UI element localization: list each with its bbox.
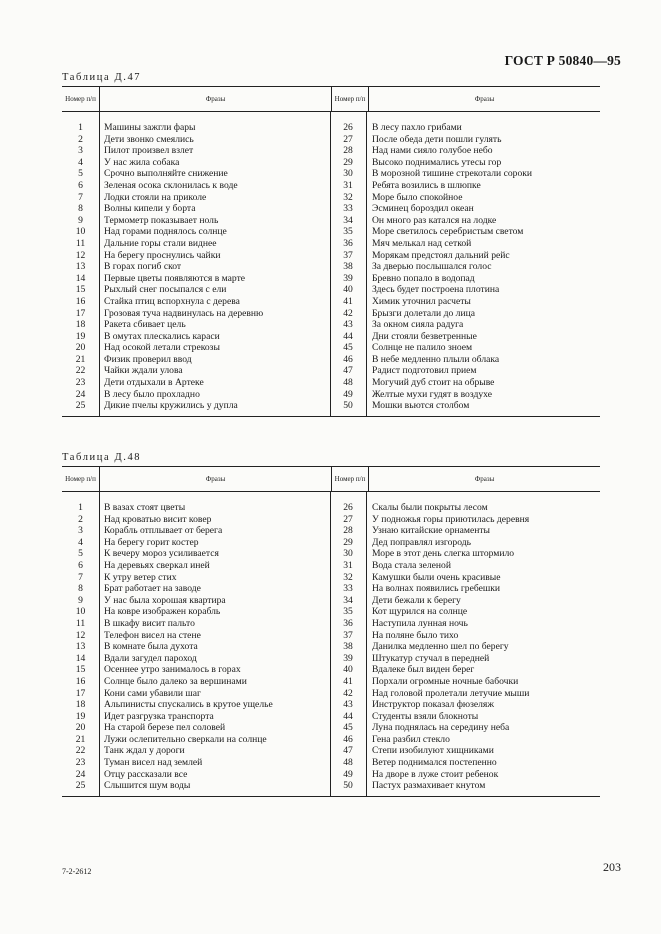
table-row <box>62 653 600 665</box>
table-row <box>62 688 600 700</box>
row-phrase: Солнце было далеко за вершинами <box>104 675 247 687</box>
row-phrase: В лесу было прохладно <box>104 388 200 400</box>
table1-caption: Таблица Д.47 <box>62 72 142 83</box>
row-phrase: Данилка медленно шел по берегу <box>372 641 509 653</box>
row-number: 50 <box>343 780 353 792</box>
table-row <box>62 548 600 560</box>
row-phrase: На берегу горит костер <box>104 536 199 548</box>
row-phrase: В комнате была духота <box>104 641 198 653</box>
row-number: 37 <box>343 629 353 641</box>
row-phrase: Море светилось серебристым светом <box>372 226 524 238</box>
col-num-header: Номер п/п <box>62 467 100 491</box>
row-number: 42 <box>343 307 353 319</box>
row-phrase: Над горами поднялось солнце <box>104 226 227 238</box>
row-number: 30 <box>343 168 353 180</box>
row-number: 49 <box>343 388 353 400</box>
table-row <box>62 273 600 285</box>
table-row <box>62 502 600 514</box>
row-phrase: На деревьях сверкал иней <box>104 559 210 571</box>
row-phrase: Лужи ослепительно сверкали на солнце <box>104 733 267 745</box>
row-phrase: Рыхлый снег посыпался с ели <box>104 284 227 296</box>
row-number: 13 <box>75 261 86 273</box>
row-phrase: Осеннее утро занималось в горах <box>104 664 241 676</box>
row-number: 1 <box>78 122 83 133</box>
row-phrase: Химик уточнил расчеты <box>372 295 471 307</box>
table-row <box>62 238 600 250</box>
row-phrase: Луна поднялась на середину неба <box>372 722 510 734</box>
table-row <box>62 192 600 204</box>
row-number: 49 <box>343 768 353 780</box>
row-number: 16 <box>75 295 86 307</box>
row-phrase: Эсминец бороздил океан <box>372 203 474 215</box>
row-phrase: Дети звонко смеялись <box>104 133 194 145</box>
row-phrase: На старой березе пел соловей <box>104 722 226 734</box>
row-number: 48 <box>343 377 353 389</box>
row-number: 24 <box>75 768 86 780</box>
table-row <box>62 606 600 618</box>
row-number: 27 <box>343 133 353 145</box>
row-phrase: На ковре изображен корабль <box>104 606 221 618</box>
row-phrase: Слышится шум воды <box>104 780 191 792</box>
col-phrase2-header: Фразы <box>474 95 495 103</box>
table-row <box>62 769 600 781</box>
row-phrase: У подножья горы приютилась деревня <box>372 513 530 525</box>
table-row <box>62 354 600 366</box>
row-phrase: Идет разгрузка транспорта <box>104 710 214 722</box>
row-phrase: В лесу пахло грибами <box>372 122 462 133</box>
row-phrase: Гена разбил стекло <box>372 733 450 745</box>
row-phrase: Море было спокойное <box>372 191 463 203</box>
table-row <box>62 745 600 757</box>
table-row <box>62 734 600 746</box>
row-phrase: Вода стала зеленой <box>372 559 451 571</box>
row-phrase: К утру ветер стих <box>104 571 177 583</box>
row-phrase: Море в этот день слегка штормило <box>372 548 515 560</box>
row-number: 43 <box>343 699 353 711</box>
row-phrase: Волны кипели у борта <box>104 203 196 215</box>
row-number: 3 <box>78 145 83 157</box>
row-phrase: В омутах плескались караси <box>104 330 220 342</box>
row-phrase: Термометр показывает ноль <box>104 214 219 226</box>
row-phrase: На берегу проснулись чайки <box>104 249 221 261</box>
table2 <box>62 466 600 797</box>
row-number: 36 <box>343 617 353 629</box>
row-number: 22 <box>75 365 86 377</box>
row-phrase: Дикие пчелы кружились у дупла <box>104 400 238 412</box>
row-number: 17 <box>75 307 86 319</box>
table-row <box>62 537 600 549</box>
row-phrase: Степи изобилуют хищниками <box>372 745 494 757</box>
row-phrase: На волнах появились гребешки <box>372 583 501 595</box>
row-phrase: Желтые мухи гудят в воздухе <box>372 388 492 400</box>
row-phrase: Пилот произвел взлет <box>104 145 194 157</box>
col-num2-header: Номер п/п <box>332 87 369 111</box>
row-number: 20 <box>75 722 86 734</box>
row-phrase: Корабль отплывает от берега <box>104 525 223 537</box>
row-number: 25 <box>75 780 86 792</box>
row-number: 6 <box>78 179 83 191</box>
row-number: 36 <box>343 237 353 249</box>
row-number: 41 <box>343 295 353 307</box>
row-phrase: Радист подготовил прием <box>372 365 477 377</box>
row-number: 24 <box>75 388 86 400</box>
table1-body <box>62 112 600 416</box>
row-number: 5 <box>78 548 83 560</box>
row-number: 19 <box>75 710 86 722</box>
row-phrase: Зеленая осока склонилась к воде <box>104 179 238 191</box>
row-phrase: Ракета сбивает цель <box>104 319 186 331</box>
table-row <box>62 284 600 296</box>
table-row <box>62 630 600 642</box>
table-row <box>62 676 600 688</box>
row-number: 5 <box>78 168 83 180</box>
row-number: 46 <box>343 353 353 365</box>
row-phrase: Солнце не палило зноем <box>372 342 473 354</box>
row-number: 32 <box>343 571 353 583</box>
row-phrase: Узнаю китайские орнаменты <box>372 525 490 537</box>
col-num2-header: Номер п/п <box>332 467 369 491</box>
row-number: 39 <box>343 272 353 284</box>
table-row <box>62 572 600 584</box>
table1 <box>62 86 600 417</box>
row-number: 11 <box>75 237 86 249</box>
table-row <box>62 180 600 192</box>
row-number: 39 <box>343 652 353 664</box>
row-number: 33 <box>343 583 353 595</box>
row-number: 44 <box>343 330 353 342</box>
row-phrase: Над нами сияло голубое небо <box>372 145 493 157</box>
table-row <box>62 250 600 262</box>
row-phrase: Туман висел над землей <box>104 757 203 769</box>
row-number: 47 <box>343 745 353 757</box>
row-phrase: Ветер поднимался постепенно <box>372 757 497 769</box>
row-number: 21 <box>75 353 86 365</box>
row-number: 6 <box>78 559 83 571</box>
row-number: 7 <box>78 191 83 203</box>
row-phrase: В небе медленно плыли облака <box>372 353 500 365</box>
row-number: 31 <box>343 559 353 571</box>
row-phrase: Отцу рассказали все <box>104 768 188 780</box>
row-number: 34 <box>343 214 353 226</box>
table-row <box>62 699 600 711</box>
row-phrase: На поляне было тихо <box>372 629 459 641</box>
row-number: 35 <box>343 606 353 618</box>
row-number: 15 <box>75 284 86 296</box>
row-phrase: Срочно выполняйте снижение <box>104 168 228 180</box>
row-phrase: Студенты взяли блокноты <box>372 710 479 722</box>
row-number: 21 <box>75 733 86 745</box>
table-row <box>62 664 600 676</box>
row-number: 18 <box>75 699 86 711</box>
row-phrase: Кот щурился на солнце <box>372 606 468 618</box>
row-phrase: Здесь будет построена плотина <box>372 284 500 296</box>
table-row <box>62 122 600 134</box>
row-phrase: За дверью послышался голос <box>372 261 492 273</box>
table-row <box>62 711 600 723</box>
row-number: 43 <box>343 319 353 331</box>
row-number: 23 <box>75 377 86 389</box>
row-phrase: Брат работает на заводе <box>104 583 201 595</box>
row-phrase: Грозовая туча надвинулась на деревню <box>104 307 264 319</box>
row-number: 48 <box>343 757 353 769</box>
row-phrase: Чайки ждали улова <box>104 365 183 377</box>
standard-header: ГОСТ Р 50840—95 <box>504 53 621 68</box>
table-row <box>62 780 600 792</box>
row-number: 47 <box>343 365 353 377</box>
row-phrase: Дети отдыхали в Артеке <box>104 377 204 389</box>
row-number: 28 <box>343 145 353 157</box>
row-number: 20 <box>75 342 86 354</box>
row-phrase: Дети бежали к берегу <box>372 594 461 606</box>
table-row <box>62 308 600 320</box>
table-row <box>62 757 600 769</box>
col-phrase-header: Фразы <box>100 467 332 491</box>
row-phrase: Он много раз катался на лодке <box>372 214 497 226</box>
row-number: 18 <box>75 319 86 331</box>
row-number: 17 <box>75 687 86 699</box>
row-phrase: Ребята возились в шлюпке <box>372 179 481 191</box>
row-number: 7 <box>78 571 83 583</box>
row-number: 28 <box>343 525 353 537</box>
table2-caption: Таблица Д.48 <box>62 452 142 463</box>
row-phrase: В шкафу висит пальто <box>104 617 195 629</box>
footer-code: 7-2-2612 <box>62 867 92 876</box>
row-phrase: Камушки были очень красивые <box>372 571 501 583</box>
table-row <box>62 319 600 331</box>
table-row <box>62 641 600 653</box>
table-row <box>62 168 600 180</box>
table-row <box>62 525 600 537</box>
row-number: 12 <box>75 629 86 641</box>
row-number: 41 <box>343 675 353 687</box>
page-number: 203 <box>603 860 621 874</box>
row-number: 44 <box>343 710 353 722</box>
row-phrase: Стайка птиц вспорхнула с дерева <box>104 295 240 307</box>
row-phrase: Инструктор показал фюзеляж <box>372 699 494 711</box>
col-phrase-header: Фразы <box>100 87 332 111</box>
table-row <box>62 296 600 308</box>
row-number: 2 <box>78 513 83 525</box>
row-phrase: Дни стояли безветренные <box>372 330 477 342</box>
row-number: 50 <box>343 400 353 412</box>
row-number: 35 <box>343 226 353 238</box>
row-phrase: Над осокой летали стрекозы <box>104 342 220 354</box>
row-phrase: Пастух размахивает кнутом <box>372 780 486 792</box>
row-phrase: Кони сами убавили шаг <box>104 687 201 699</box>
row-number: 37 <box>343 249 353 261</box>
row-number: 34 <box>343 594 353 606</box>
row-phrase: Альпинисты спускались в крутое ущелье <box>104 699 273 711</box>
table-row <box>62 514 600 526</box>
row-phrase: Штукатур стучал в передней <box>372 652 490 664</box>
row-phrase: После обеда дети пошли гулять <box>372 133 502 145</box>
row-number: 23 <box>75 757 86 769</box>
table-row <box>62 215 600 227</box>
row-phrase: Над головой пролетали летучие мыши <box>372 687 530 699</box>
row-phrase: У нас жила собака <box>104 156 180 168</box>
row-phrase: Брызги долетали до лица <box>372 307 475 319</box>
row-number: 13 <box>75 641 86 653</box>
row-number: 11 <box>75 617 86 629</box>
col-phrase2-header: Фразы <box>474 475 495 483</box>
row-number: 42 <box>343 687 353 699</box>
table-row <box>62 618 600 630</box>
table-row <box>62 157 600 169</box>
row-phrase: Вдали загудел пароход <box>104 652 197 664</box>
row-number: 38 <box>343 641 353 653</box>
table-row <box>62 389 600 401</box>
table-row <box>62 226 600 238</box>
table-row <box>62 560 600 572</box>
row-number: 9 <box>78 594 83 606</box>
row-number: 16 <box>75 675 86 687</box>
table-row <box>62 400 600 412</box>
row-phrase: Могучий дуб стоит на обрыве <box>372 377 495 389</box>
table-row <box>62 342 600 354</box>
row-phrase: Морякам предстоял дальний рейс <box>372 249 510 261</box>
row-number: 26 <box>343 122 353 133</box>
table-row <box>62 134 600 146</box>
table-row <box>62 722 600 734</box>
row-phrase: Машины зажгли фары <box>104 122 196 133</box>
row-phrase: Бревно попало в водопад <box>372 272 475 284</box>
row-phrase: Вдалеке был виден берег <box>372 664 475 676</box>
row-phrase: Дальние горы стали виднее <box>104 237 217 249</box>
table-row <box>62 583 600 595</box>
row-number: 8 <box>78 203 83 215</box>
row-number: 14 <box>75 652 86 664</box>
row-phrase: В горах погиб скот <box>104 261 182 273</box>
row-phrase: Наступила лунная ночь <box>372 617 468 629</box>
row-number: 26 <box>343 502 353 513</box>
row-phrase: В вазах стоят цветы <box>104 502 186 513</box>
row-number: 45 <box>343 722 353 734</box>
row-number: 31 <box>343 179 353 191</box>
row-phrase: Скалы были покрыты лесом <box>372 502 488 513</box>
row-number: 30 <box>343 548 353 560</box>
row-phrase: На дворе в луже стоит ребенок <box>372 768 499 780</box>
table-row <box>62 331 600 343</box>
row-phrase: Телефон висел на стене <box>104 629 201 641</box>
table2-header <box>62 467 600 492</box>
row-phrase: Мяч мелькал над сеткой <box>372 237 472 249</box>
row-phrase: У нас была хорошая квартира <box>104 594 226 606</box>
row-number: 29 <box>343 156 353 168</box>
row-phrase: Мошки вьются столбом <box>372 400 470 412</box>
row-phrase: Первые цветы появляются в марте <box>104 272 246 284</box>
row-phrase: Дед поправлял изгородь <box>372 536 471 548</box>
row-number: 1 <box>78 502 83 513</box>
table-row <box>62 145 600 157</box>
row-phrase: Танк ждал у дороги <box>104 745 185 757</box>
row-phrase: Порхали огромные ночные бабочки <box>372 675 519 687</box>
row-number: 46 <box>343 733 353 745</box>
table-row <box>62 595 600 607</box>
row-number: 3 <box>78 525 83 537</box>
row-phrase: Высоко поднимались утесы гор <box>372 156 502 168</box>
row-number: 10 <box>75 606 86 618</box>
table2-body <box>62 492 600 796</box>
row-number: 45 <box>343 342 353 354</box>
row-number: 2 <box>78 133 83 145</box>
row-number: 19 <box>75 330 86 342</box>
row-number: 32 <box>343 191 353 203</box>
row-number: 8 <box>78 583 83 595</box>
row-number: 29 <box>343 536 353 548</box>
row-number: 27 <box>343 513 353 525</box>
row-number: 10 <box>75 226 86 238</box>
row-phrase: Физик проверил ввод <box>104 353 192 365</box>
row-number: 40 <box>343 284 353 296</box>
table1-header <box>62 87 600 112</box>
row-phrase: В морозной тишине стрекотали сороки <box>372 168 533 180</box>
row-number: 33 <box>343 203 353 215</box>
table-row <box>62 377 600 389</box>
row-number: 22 <box>75 745 86 757</box>
row-phrase: За окном сияла радуга <box>372 319 464 331</box>
row-number: 25 <box>75 400 86 412</box>
row-number: 12 <box>75 249 86 261</box>
row-number: 14 <box>75 272 86 284</box>
table-row <box>62 261 600 273</box>
row-number: 4 <box>78 156 83 168</box>
row-number: 38 <box>343 261 353 273</box>
row-number: 9 <box>78 214 83 226</box>
row-number: 15 <box>75 664 86 676</box>
table-row <box>62 365 600 377</box>
row-phrase: Лодки стояли на приколе <box>104 191 207 203</box>
row-phrase: Над кроватью висит ковер <box>104 513 212 525</box>
row-number: 4 <box>78 536 83 548</box>
col-num-header: Номер п/п <box>62 87 100 111</box>
row-phrase: К вечеру мороз усиливается <box>104 548 219 560</box>
table-row <box>62 203 600 215</box>
row-number: 40 <box>343 664 353 676</box>
